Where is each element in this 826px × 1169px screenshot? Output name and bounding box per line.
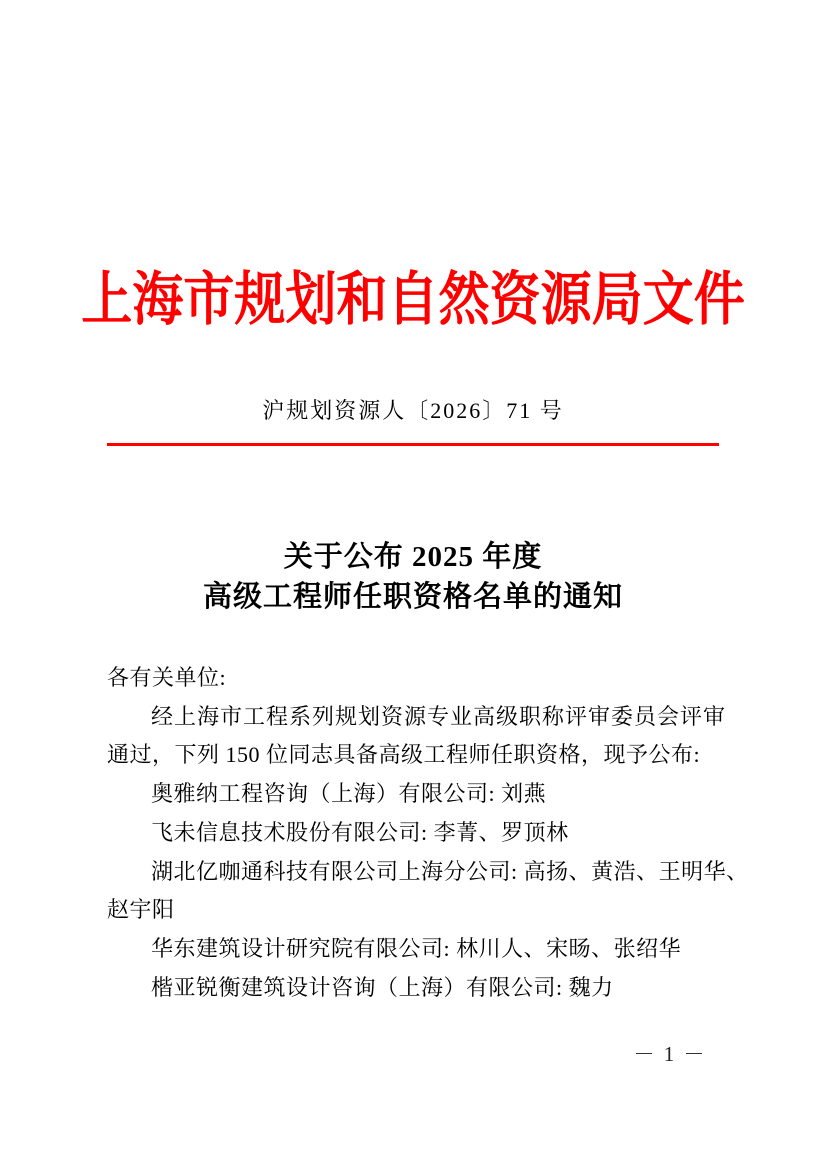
document-number: 沪规划资源人〔2026〕71 号 (262, 398, 564, 423)
body-line: 华东建筑设计研究院有限公司: 林川人、宋旸、张绍华 (151, 935, 682, 961)
body-line: 通过，下列 150 位同志具备高级工程师任职资格，现予公布: (107, 742, 701, 768)
notice-title-line2: 高级工程师任职资格名单的通知 (202, 581, 623, 613)
body-line: 湖北亿咖通科技有限公司上海分公司: 高扬、黄浩、王明华、 (151, 858, 749, 884)
body-line: 楷亚锐衡建筑设计咨询（上海）有限公司: 魏力 (151, 974, 614, 1000)
body-line: 飞未信息技术股份有限公司: 李菁、罗顶林 (151, 819, 569, 845)
body-line: 经上海市工程系列规划资源专业高级职称评审委员会评审 (151, 703, 727, 729)
page-number: － 1 － (633, 1042, 707, 1066)
notice-title-line1: 关于公布 2025 年度 (283, 541, 543, 573)
document-body (107, 659, 749, 1007)
body-line: 赵宇阳 (107, 897, 175, 923)
body-line: 奥雅纳工程咨询（上海）有限公司: 刘燕 (151, 781, 547, 807)
notice-title (0, 537, 826, 617)
red-divider-line (107, 443, 719, 446)
masthead-title: 上海市规划和自然资源局文件 (81, 267, 745, 332)
body-line: 各有关单位: (107, 665, 227, 690)
